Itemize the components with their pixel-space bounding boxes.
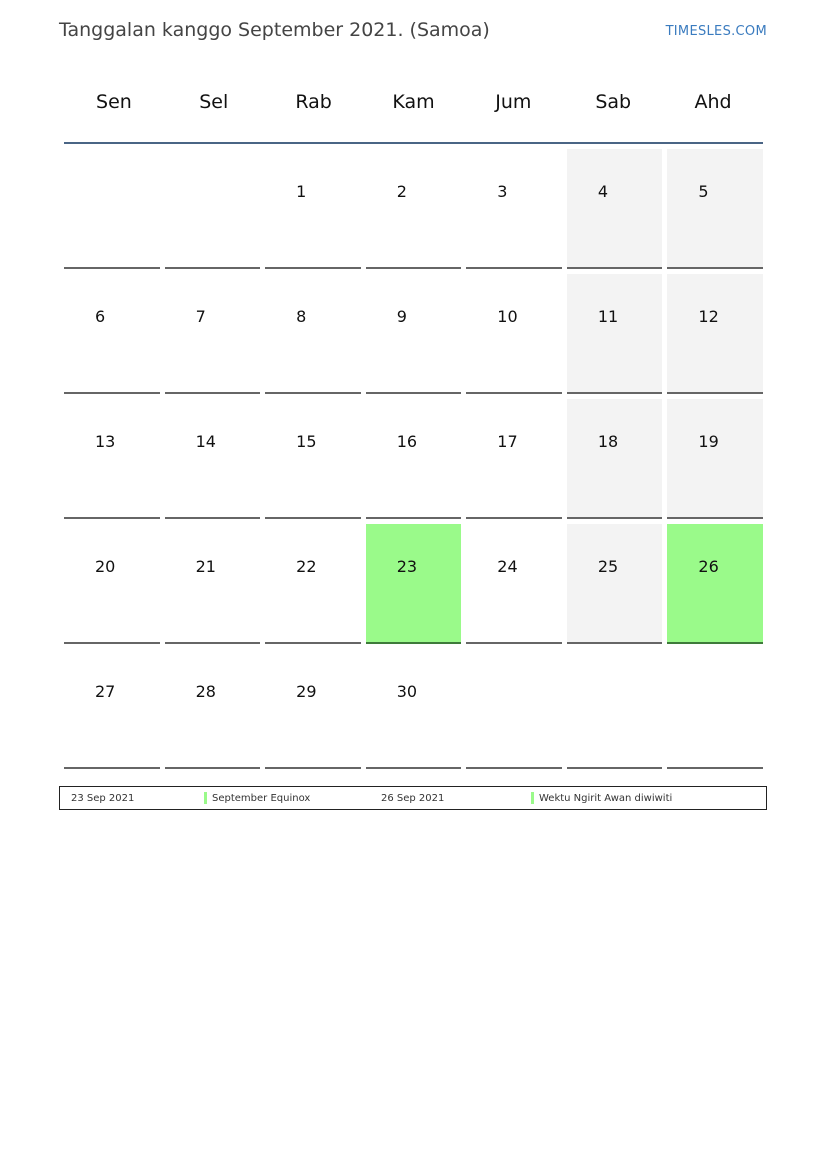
- day-number: 2: [396, 182, 407, 201]
- day-number: 4: [597, 182, 609, 201]
- brand-link[interactable]: TIMESLES.COM: [665, 24, 767, 39]
- legend-event-label: September Equinox: [212, 792, 311, 804]
- day-cell: [165, 274, 261, 394]
- day-number: 12: [698, 307, 719, 326]
- day-number: 16: [396, 432, 418, 451]
- day-number: 9: [396, 307, 407, 326]
- day-number: 29: [296, 682, 317, 701]
- day-cell: [466, 274, 562, 394]
- day-number: 27: [95, 682, 116, 701]
- legend-event-label: Wektu Ngirit Awan diwiwiti: [539, 792, 673, 804]
- calendar: [64, 64, 763, 774]
- day-number: 11: [597, 307, 619, 326]
- weekday-saturday: Sab: [595, 91, 632, 113]
- calendar-week: [64, 399, 763, 524]
- day-cell: [667, 649, 763, 769]
- day-cell: [466, 649, 562, 769]
- day-cell-weekend: [667, 399, 763, 519]
- day-number: 19: [698, 432, 719, 451]
- day-cell-weekend: [667, 149, 763, 269]
- day-cell: [466, 399, 562, 519]
- day-number: 3: [497, 182, 508, 201]
- day-number: 17: [497, 432, 518, 451]
- day-cell: [466, 149, 562, 269]
- day-number: 28: [195, 682, 216, 701]
- day-number: 18: [597, 432, 619, 451]
- legend-date: 23 Sep 2021: [71, 792, 135, 804]
- day-number: 23: [396, 557, 418, 576]
- day-number: 10: [497, 307, 518, 326]
- day-cell: [165, 649, 261, 769]
- day-number: 20: [95, 557, 116, 576]
- day-cell: [265, 649, 361, 769]
- day-number: 7: [195, 307, 206, 326]
- day-cell: [64, 649, 160, 769]
- weekday-wednesday: Rab: [295, 91, 332, 113]
- holiday-legend: [59, 786, 767, 810]
- day-number: 15: [296, 432, 317, 451]
- weekday-header-row: [64, 64, 763, 144]
- day-cell: [366, 149, 462, 269]
- calendar-week: [64, 274, 763, 399]
- legend-color-marker: [531, 792, 534, 804]
- day-cell: [567, 649, 663, 769]
- day-number: 14: [195, 432, 216, 451]
- weekday-sunday: Ahd: [694, 91, 732, 113]
- day-cell-weekend: [567, 274, 663, 394]
- day-cell: [265, 274, 361, 394]
- day-cell-weekend: [567, 399, 663, 519]
- day-number: 13: [95, 432, 116, 451]
- day-cell-holiday: [366, 524, 462, 644]
- day-cell: [265, 524, 361, 644]
- day-cell-weekend: [667, 274, 763, 394]
- weekday-thursday: Kam: [392, 91, 435, 113]
- legend-date: 26 Sep 2021: [381, 792, 445, 804]
- weekday-friday: Jum: [495, 91, 532, 113]
- day-cell: [64, 524, 160, 644]
- page-title: Tanggalan kanggo September 2021. (Samoa): [59, 19, 490, 41]
- weekday-tuesday: Sel: [199, 91, 229, 113]
- calendar-week: [64, 149, 763, 274]
- day-number: 8: [296, 307, 307, 326]
- day-cell: [366, 399, 462, 519]
- calendar-week: [64, 524, 763, 649]
- day-cell: [366, 649, 462, 769]
- calendar-week: [64, 649, 763, 774]
- day-number: 30: [396, 682, 418, 701]
- day-cell: [265, 149, 361, 269]
- day-number: 21: [195, 557, 216, 576]
- day-cell: [64, 149, 160, 269]
- legend-event: [204, 787, 310, 809]
- day-number: 26: [698, 557, 719, 576]
- day-cell-holiday: [667, 524, 763, 644]
- calendar-weeks: [64, 144, 763, 774]
- day-number: 24: [497, 557, 518, 576]
- weekday-monday: Sen: [96, 91, 132, 113]
- legend-color-marker: [204, 792, 207, 804]
- day-cell: [366, 274, 462, 394]
- day-number: 25: [597, 557, 619, 576]
- day-number: 1: [296, 182, 307, 201]
- day-cell: [165, 149, 261, 269]
- day-cell: [165, 524, 261, 644]
- day-number: 6: [95, 307, 106, 326]
- day-cell: [64, 399, 160, 519]
- legend-event: [531, 787, 672, 809]
- day-cell: [165, 399, 261, 519]
- day-cell-weekend: [567, 149, 663, 269]
- day-number: 5: [698, 182, 709, 201]
- day-cell-weekend: [567, 524, 663, 644]
- day-cell: [466, 524, 562, 644]
- day-cell: [64, 274, 160, 394]
- day-cell: [265, 399, 361, 519]
- day-number: 22: [296, 557, 317, 576]
